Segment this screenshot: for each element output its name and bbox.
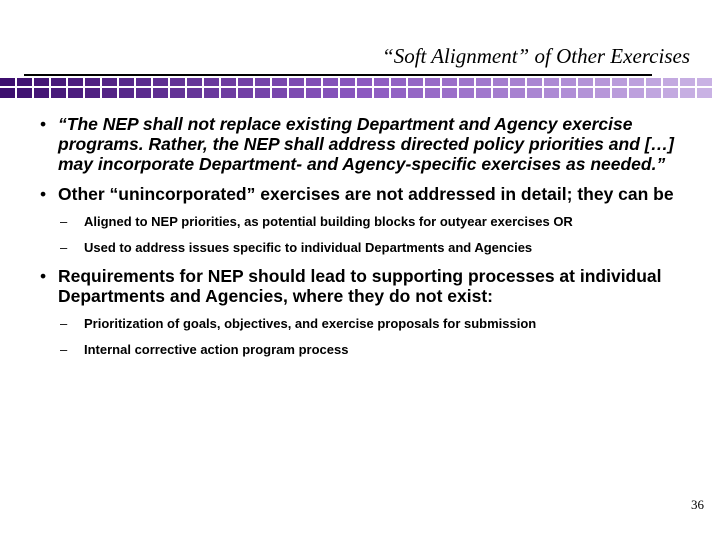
decorative-square (289, 78, 304, 86)
decorative-square (391, 78, 406, 86)
decorative-square (374, 88, 389, 98)
decorative-square (544, 88, 559, 98)
decorative-square (34, 78, 49, 86)
decorative-square (136, 78, 151, 86)
decorative-square (340, 88, 355, 98)
decorative-square (170, 88, 185, 98)
decorative-square (17, 78, 32, 86)
decorative-square (51, 88, 66, 98)
sub-bullet-text: Aligned to NEP priorities, as potential building blocks for outyear exercises OR (84, 214, 573, 229)
decorative-square (629, 78, 644, 86)
decorative-square (0, 88, 15, 98)
bullet-dot-icon: • (40, 266, 47, 286)
decorative-square (323, 88, 338, 98)
bullet-dot-icon: • (40, 114, 47, 134)
decorative-square (272, 78, 287, 86)
decorative-square (306, 78, 321, 86)
decorative-square (476, 88, 491, 98)
sub-bullet-item (40, 240, 700, 256)
dash-icon: – (60, 240, 68, 255)
decorative-square (561, 78, 576, 86)
decorative-square (442, 88, 457, 98)
decorative-square (510, 78, 525, 86)
decorative-square (459, 78, 474, 86)
decorative-square (289, 88, 304, 98)
sub-bullet-text: Used to address issues specific to individual Departments and Agencies (84, 240, 533, 255)
dash-icon: – (60, 342, 68, 357)
bullet-text: “The NEP shall not replace existing Department and Agency exercise programs. Rather, the NEP shall address directed policy priorities and […] may incorporate Department- and Agency-specific exercises as needed.” (58, 114, 674, 174)
decorative-square (425, 78, 440, 86)
slide-title: “Soft Alignment” of Other Exercises (382, 44, 690, 68)
decorative-square (476, 78, 491, 86)
decorative-square (102, 88, 117, 98)
decorative-square (680, 88, 695, 98)
decorative-square (119, 88, 134, 98)
decorative-square (578, 88, 593, 98)
dash-icon: – (60, 316, 68, 331)
decorative-square (255, 88, 270, 98)
decorative-square (646, 78, 661, 86)
decorative-square (85, 88, 100, 98)
decorative-square (357, 78, 372, 86)
bullet-item (40, 266, 700, 306)
decorative-square (595, 88, 610, 98)
decorative-square (408, 88, 423, 98)
decorative-square (153, 88, 168, 98)
decorative-square (612, 78, 627, 86)
decorative-square (204, 88, 219, 98)
decorative-square (663, 78, 678, 86)
decorative-square (510, 88, 525, 98)
sub-bullet-item (40, 342, 700, 358)
decorative-square (68, 88, 83, 98)
dash-icon: – (60, 214, 68, 229)
sub-bullet-text: Internal corrective action program process (84, 342, 349, 357)
decorative-square (697, 88, 712, 98)
decorative-square (102, 78, 117, 86)
decorative-square (340, 78, 355, 86)
decorative-square (425, 88, 440, 98)
decorative-square (357, 88, 372, 98)
decorative-square (697, 78, 712, 86)
decorative-square (680, 78, 695, 86)
decorative-square (187, 78, 202, 86)
page-number: 36 (691, 497, 704, 512)
decorative-square (442, 78, 457, 86)
decorative-square (68, 78, 83, 86)
decorative-square (17, 88, 32, 98)
decorative-square (493, 88, 508, 98)
decorative-square (527, 78, 542, 86)
decorative-square (629, 88, 644, 98)
decorative-square (255, 78, 270, 86)
bullet-text: Other “unincorporated” exercises are not addressed in detail; they can be (58, 184, 674, 204)
decorative-square (612, 88, 627, 98)
decorative-square (119, 78, 134, 86)
decorative-square (374, 78, 389, 86)
decorative-square (527, 88, 542, 98)
decorative-square (51, 78, 66, 86)
bullet-item (40, 114, 700, 174)
decorative-square (0, 78, 15, 86)
decorative-square (238, 78, 253, 86)
decorative-square-bar (0, 78, 720, 100)
decorative-square (204, 78, 219, 86)
title-rule (24, 74, 652, 76)
decorative-square (136, 88, 151, 98)
bullet-dot-icon: • (40, 184, 47, 204)
bullet-item (40, 184, 700, 204)
decorative-square (544, 78, 559, 86)
decorative-square (170, 78, 185, 86)
decorative-square (595, 78, 610, 86)
decorative-square (493, 78, 508, 86)
decorative-square (221, 78, 236, 86)
sub-bullet-item (40, 316, 700, 332)
decorative-square (34, 88, 49, 98)
decorative-square (306, 88, 321, 98)
sub-bullet-item (40, 214, 700, 230)
decorative-square (408, 78, 423, 86)
decorative-square (85, 78, 100, 86)
decorative-square (238, 88, 253, 98)
decorative-square (663, 88, 678, 98)
decorative-square (187, 88, 202, 98)
bullet-text: Requirements for NEP should lead to supporting processes at individual Departments and Agencies, where they do not exist: (58, 266, 662, 306)
decorative-square (272, 88, 287, 98)
decorative-square (646, 88, 661, 98)
decorative-square (323, 78, 338, 86)
slide-content (40, 114, 700, 368)
decorative-square (221, 88, 236, 98)
decorative-square (459, 88, 474, 98)
decorative-square (153, 78, 168, 86)
decorative-square (561, 88, 576, 98)
sub-bullet-text: Prioritization of goals, objectives, and exercise proposals for submission (84, 316, 537, 331)
decorative-square (391, 88, 406, 98)
decorative-square (578, 78, 593, 86)
